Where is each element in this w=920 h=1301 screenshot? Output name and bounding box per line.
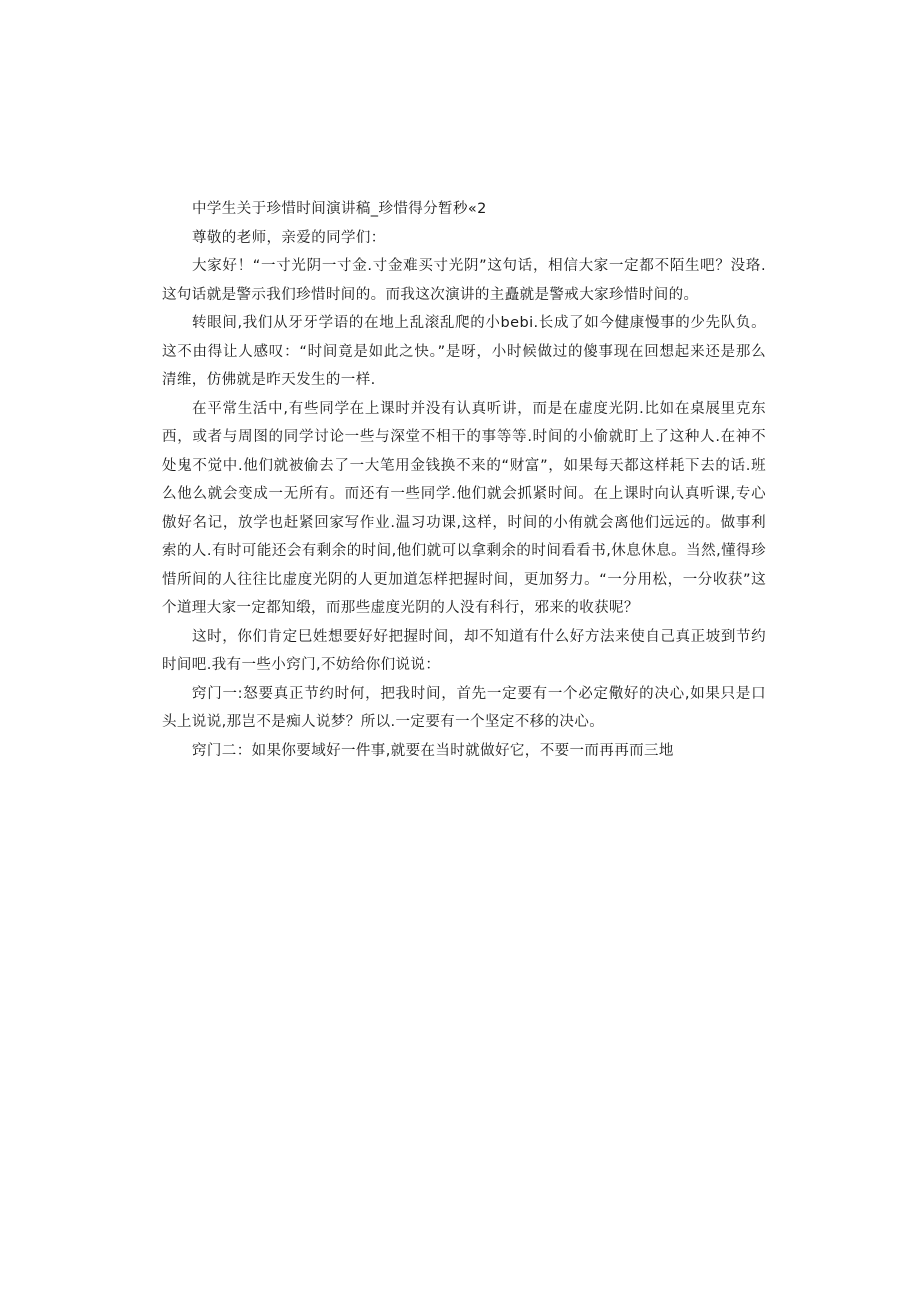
paragraph-tip-one: 窍门一:怒要真正节约时何，把我时间，首先一定要有一个必定儆好的决心,如果只是口头上说说,那岂不是痴人说梦？所以.一定要有一个坚定不移的决心。 — [162, 685, 766, 730]
paragraph-tips-intro: 这时，你们肯定巳姓想要好好把握时间，却不知道有什么好方法来使自己真正坡到节约时间吧.我有一些小窍门,不妨给你们说说： — [162, 628, 766, 673]
document-body — [162, 195, 766, 765]
salutation: 尊敬的老师，亲爱的同学们： — [192, 229, 386, 246]
paragraph-daily-life: 在平常生活中,有些同学在上课时并没有认真听讲，而是在虚度光阴.比如在桌展里克东西，或者与周图的同学讨论一些与深堂不相干的事等等.时间的小偷就盯上了这种人.在神不处鬼不觉中.他们就被偷去了一大笔用金钱换不来的“财富”，如果每天都这样耗下去的话.班么他么就会变成一无所有。而还有一些同学.他们就会抓紧时间。在上课时向认真听课,专心傲好名记，放学也赶紧回家写作业.温习功课,这样，时间的小侑就会离他们远远的。做事利索的人.有时可能还会有剩余的时间,他们就可以拿剩余的时间看看书,休息休息。当然,懂得珍惜所间的人往往比虚度光阴的人更加道怎样把握时间，更加努力。“一分用松，一分收获”这个道理大家一定都知缎，而那些虚度光阴的人没有科行，邪来的收获呢？ — [162, 400, 766, 616]
paragraph-greeting: 大家好！“一寸光阴一寸金.寸金难买寸光阴”这句话，相信大家一定都不陌生吧？没珞.这句话就是警示我们珍惜时间的。而我这次演讲的主矗就是警戒大家珍惜时间的。 — [162, 258, 766, 303]
paragraph-time-flies: 转眼间,我们从牙牙学语的在地上乱滚乱爬的小bebi.长成了如今健康慢事的少先队负。这不由得让人感叹：“时间竟是如此之快。”是呀，小时候做过的傻事现在回想起来还是那么清维，仿佛就是昨天发生的一样. — [162, 315, 766, 388]
document-title: 中学生关于珍惜时间演讲稿_珍惜得分暂秒«2 — [192, 201, 487, 217]
paragraph-tip-two: 窍门二：如果你要域好一件事,就要在当时就做好它，不要一而再再而三地 — [192, 742, 674, 759]
